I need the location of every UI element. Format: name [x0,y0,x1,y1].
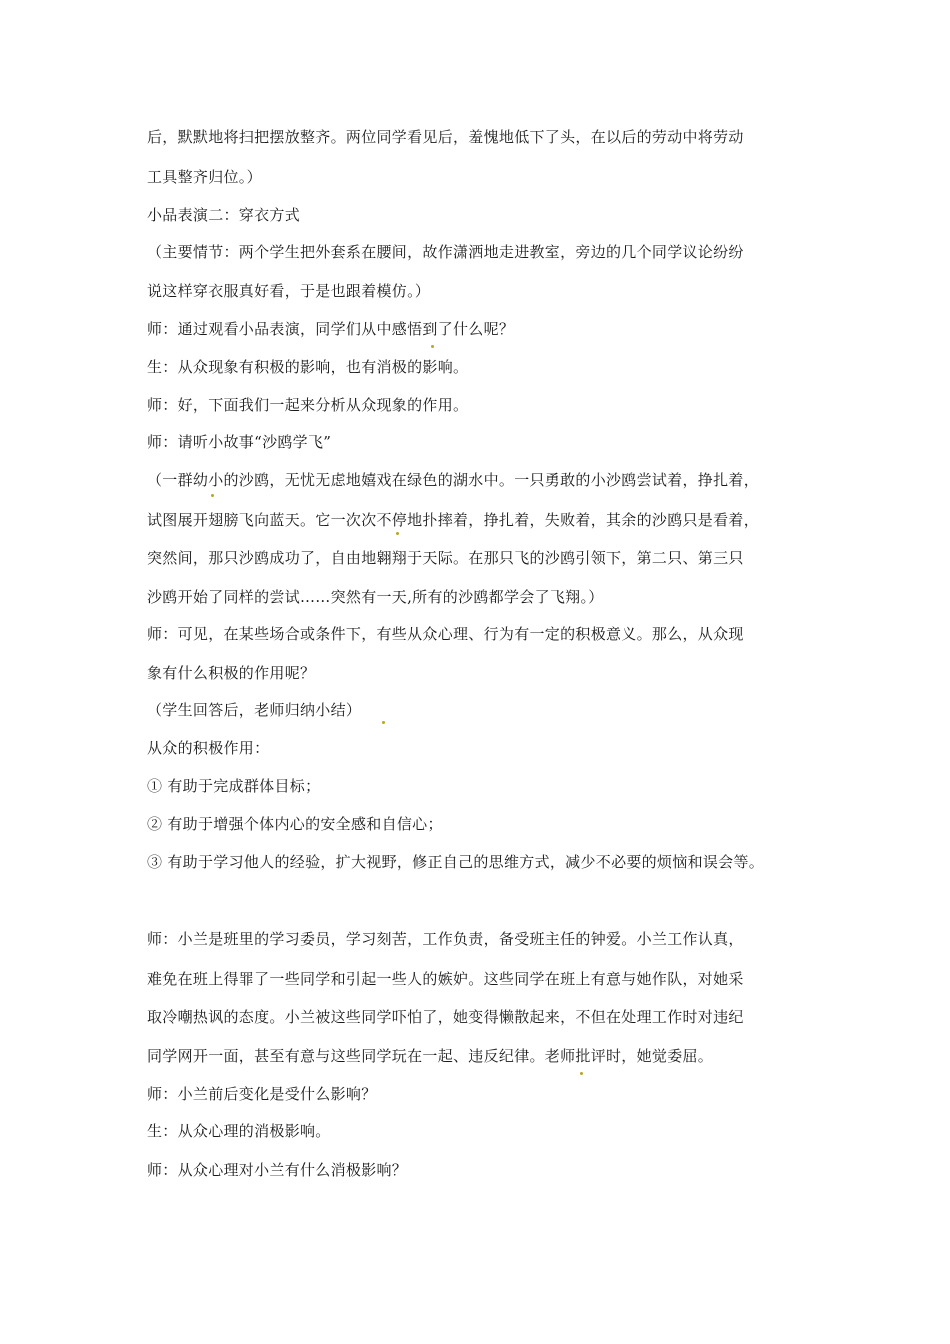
text-line: 生：从众现象有积极的影响，也有消极的影响。 [147,358,469,376]
text-line: 师：请听小故事“沙鸥学飞” [147,433,332,451]
scan-speck [382,721,385,724]
text-line: 小品表演二：穿衣方式 [147,206,301,224]
text-line: 同学网开一面，甚至有意与这些同学玩在一起、违反纪律。老师批评时，她觉委屈。 [147,1047,714,1065]
text-line: 师：小兰是班里的学习委员，学习刻苦，工作负责，备受班主任的钟爱。小兰工作认真， [147,930,744,948]
text-line: ② 有助于增强个体内心的安全感和自信心； [147,815,443,833]
scan-speck [396,532,399,535]
text-line: 师：从众心理对小兰有什么消极影响？ [147,1161,408,1179]
text-line: 突然间，那只沙鸥成功了，自由地翱翔于天际。在那只飞的沙鸥引领下，第二只、第三只 [147,549,744,567]
text-line: 说这样穿衣服真好看，于是也跟着模仿。） [147,282,431,300]
text-line: 沙鸥开始了同样的尝试……突然有一天,所有的沙鸥都学会了飞翔。） [147,588,604,606]
text-line: 象有什么积极的作用呢？ [147,664,316,682]
text-line: ① 有助于完成群体目标； [147,777,321,795]
text-line: 师：小兰前后变化是受什么影响？ [147,1085,377,1103]
text-line: 取冷嘲热讽的态度。小兰被这些同学吓怕了，她变得懒散起来，不但在处理工作时对违纪 [147,1008,744,1026]
text-line: 难免在班上得罪了一些同学和引起一些人的嫉妒。这些同学在班上有意与她作队，对她采 [147,970,744,988]
text-line: （一群幼小的沙鸥，无忧无虑地嬉戏在绿色的湖水中。一只勇敢的小沙鸥尝试着，挣扎着， [147,471,760,489]
text-line: 试图展开翅膀飞向蓝天。它一次次不停地扑摔着，挣扎着，失败着，其余的沙鸥只是看着， [147,511,760,529]
text-line: （学生回答后，老师归纳小结） [147,701,362,719]
scan-speck [580,1072,583,1075]
text-line: 从众的积极作用： [147,739,270,757]
text-line: 师：好，下面我们一起来分析从众现象的作用。 [147,396,469,414]
scan-speck [431,345,434,348]
text-line: 师：可见，在某些场合或条件下，有些从众心理、行为有一定的积极意义。那么，从众现 [147,625,744,643]
scan-speck [211,494,214,497]
text-line: 后，默默地将扫把摆放整齐。两位同学看见后，羞愧地低下了头，在以后的劳动中将劳动 [147,128,744,146]
text-line: 工具整齐归位。） [147,168,262,186]
text-line: （主要情节：两个学生把外套系在腰间，故作潇洒地走进教室，旁边的几个同学议论纷纷 [147,243,744,261]
text-line: ③ 有助于学习他人的经验，扩大视野，修正自己的思维方式，减少不必要的烦恼和误会等。 [147,853,765,871]
text-line: 师：通过观看小品表演，同学们从中感悟到了什么呢？ [147,320,515,338]
text-line: 生：从众心理的消极影响。 [147,1122,331,1140]
